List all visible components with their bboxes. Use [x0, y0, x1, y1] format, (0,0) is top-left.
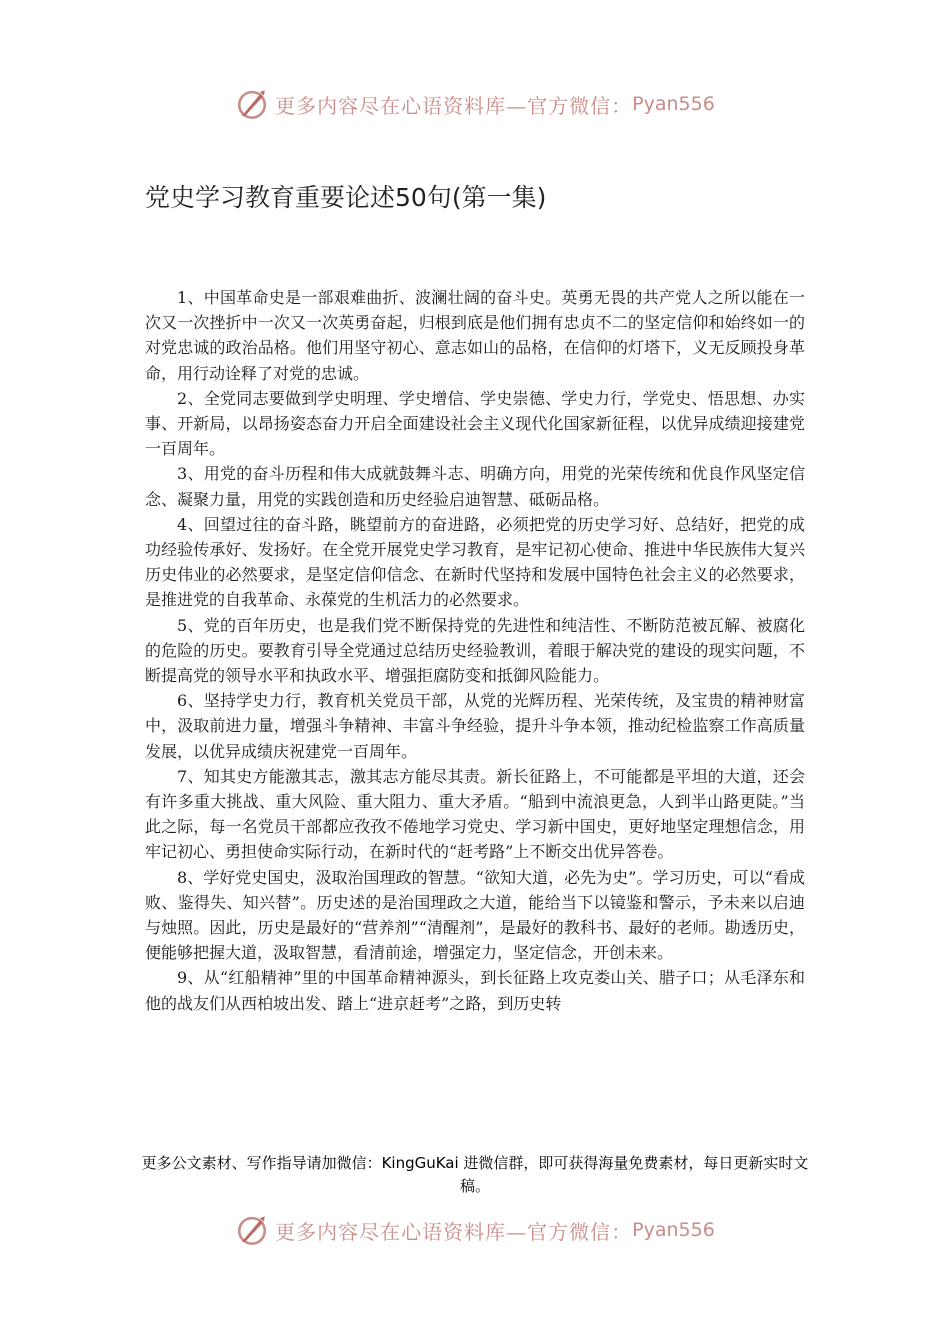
- paragraph: 3、用党的奋斗历程和伟大成就鼓舞斗志、明确方向，用党的光荣传统和优良作风坚定信念、凝聚力量，用党的实践创造和历史经验启迪智慧、砥砺品格。: [145, 464, 805, 509]
- paragraph: 7、知其史方能激其志，激其志方能尽其责。新长征路上，不可能都是平坦的大道，还会有许多重大挑战、重大风险、重大阻力、重大矛盾。“船到中流浪更急，人到半山路更陡。”当此之际，每一名党员干部都应孜孜不倦地学习党史、学习新中国史，更好地坚定理想信念，用牢记初心、勇担使命实际行动，在新时代的“赶考路”上不断交出优异答卷。: [145, 766, 805, 862]
- paragraph: 4、回望过往的奋斗路，眺望前方的奋进路，必须把党的历史学习好、总结好，把党的成功经验传承好、发扬好。在全党开展党史学习教育，是牢记初心使命、推进中华民族伟大复兴历史伟业的必然要求，是坚定信仰信念、在新时代坚持和发展中国特色社会主义的必然要求，是推进党的自我革命、永葆党的生机活力的必然要求。: [145, 514, 805, 610]
- footer-note: 更多公文素材、写作指导请加微信：KingGuKai 进微信群，即可获得海量免费素材，每日更新实时文稿。: [141, 1154, 809, 1195]
- watermark-text: 更多内容尽在心语资料库—官方微信：: [275, 93, 633, 118]
- watermark-text: 更多内容尽在心语资料库—官方微信：: [275, 1219, 633, 1244]
- watermark-header: [0, 84, 950, 124]
- paragraph: 8、学好党史国史，汲取治国理政的智慧。“欲知大道，必先为史”。学习历史，可以“看成败、鉴得失、知兴替”。历史述的是治国理政之大道，能给当下以镜鉴和警示，予未来以启迪与烛照。因此，历史是最好的“营养剂”“清醒剂”，是最好的教科书、最好的老师。勘透历史，便能够把握大道，汲取智慧，看清前途，增强定力，坚定信念，开创未来。: [145, 867, 805, 963]
- document-body: [145, 285, 805, 1016]
- quill-pen-circle-icon: [235, 1213, 269, 1247]
- watermark-footer: [0, 1210, 950, 1250]
- paragraph: 2、全党同志要做到学史明理、学史增信、学史崇德、学史力行，学党史、悟思想、办实事、开新局，以昂扬姿态奋力开启全面建设社会主义现代化国家新征程，以优异成绩迎接建党一百周年。: [145, 388, 805, 459]
- paragraph: 6、坚持学史力行，教育机关党员干部，从党的光辉历程、光荣传统，及宝贵的精神财富中，汲取前进力量，增强斗争精神、丰富斗争经验，提升斗争本领，推动纪检监察工作高质量发展，以优异成绩庆祝建党一百周年。: [145, 691, 805, 761]
- paragraph: 9、从“红船精神”里的中国革命精神源头，到长征路上攻克娄山关、腊子口；从毛泽东和他的战友们从西柏坡出发、踏上“进京赶考”之路，到历史转: [145, 968, 805, 1013]
- quill-pen-circle-icon: [235, 87, 269, 121]
- paragraph: 5、党的百年历史，也是我们党不断保持党的先进性和纯洁性、不断防范被瓦解、被腐化的危险的历史。要教育引导全党通过总结历史经验教训，着眼于解决党的建设的现实问题，不断提高党的领导水平和执政水平、增强拒腐防变和抵御风险能力。: [145, 615, 805, 686]
- watermark-account: Pyan556: [632, 93, 715, 115]
- document-title: 党史学习教育重要论述50句(第一集): [145, 183, 547, 212]
- paragraph: 1、中国革命史是一部艰难曲折、波澜壮阔的奋斗史。英勇无畏的共产党人之所以能在一次又一次挫折中一次又一次英勇奋起，归根到底是他们拥有忠贞不二的坚定信仰和始终如一的对党忠诚的政治品格。他们用坚守初心、意志如山的品格，在信仰的灯塔下，义无反顾投身革命，用行动诠释了对党的忠诚。: [145, 288, 805, 383]
- watermark-account: Pyan556: [632, 1219, 715, 1241]
